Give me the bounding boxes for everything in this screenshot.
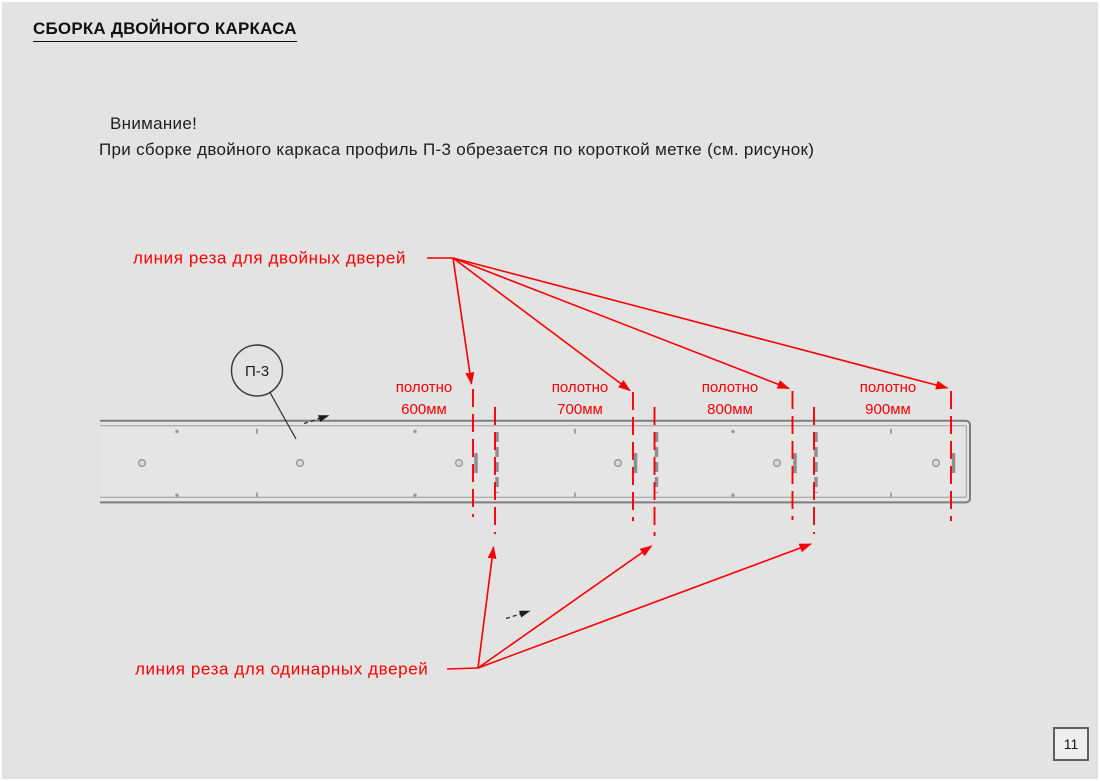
page-number: 11 [1063, 736, 1079, 752]
notice-attention-line: Внимание! [110, 114, 198, 133]
panel-700-word: полотно [551, 379, 609, 396]
panel-900-word: полотно [859, 379, 917, 396]
balloon-label: П-3 [244, 363, 270, 380]
notice-instruction-line: При сборке двойного каркаса профиль П-3 обрезается по короткой метке (см. рисунок) [99, 140, 815, 159]
panel-label-600 [396, 379, 453, 418]
page-number-box [1053, 727, 1089, 761]
panel-label-900 [860, 379, 917, 418]
panel-800-word: полотно [701, 379, 759, 396]
single-door-leader [135, 544, 811, 679]
profile-p3-body [100, 421, 970, 503]
page-title: СБОРКА ДВОЙНОГО КАРКАСА [33, 19, 297, 42]
panel-600-word: полотно [395, 379, 453, 396]
panel-label-800 [702, 379, 759, 418]
profile-face [100, 422, 969, 501]
single-door-leader-label: линия реза для одинарных дверей [135, 659, 429, 679]
double-door-leader-label: линия реза для двойных дверей [133, 248, 407, 268]
panel-label-700 [552, 379, 609, 418]
panel-600-size: 600мм [401, 401, 447, 418]
direction-arrow-bottom [506, 614, 521, 619]
panel-800-size: 800мм [707, 401, 753, 418]
panel-700-size: 700мм [557, 401, 603, 418]
panel-900-size: 900мм [865, 401, 911, 418]
